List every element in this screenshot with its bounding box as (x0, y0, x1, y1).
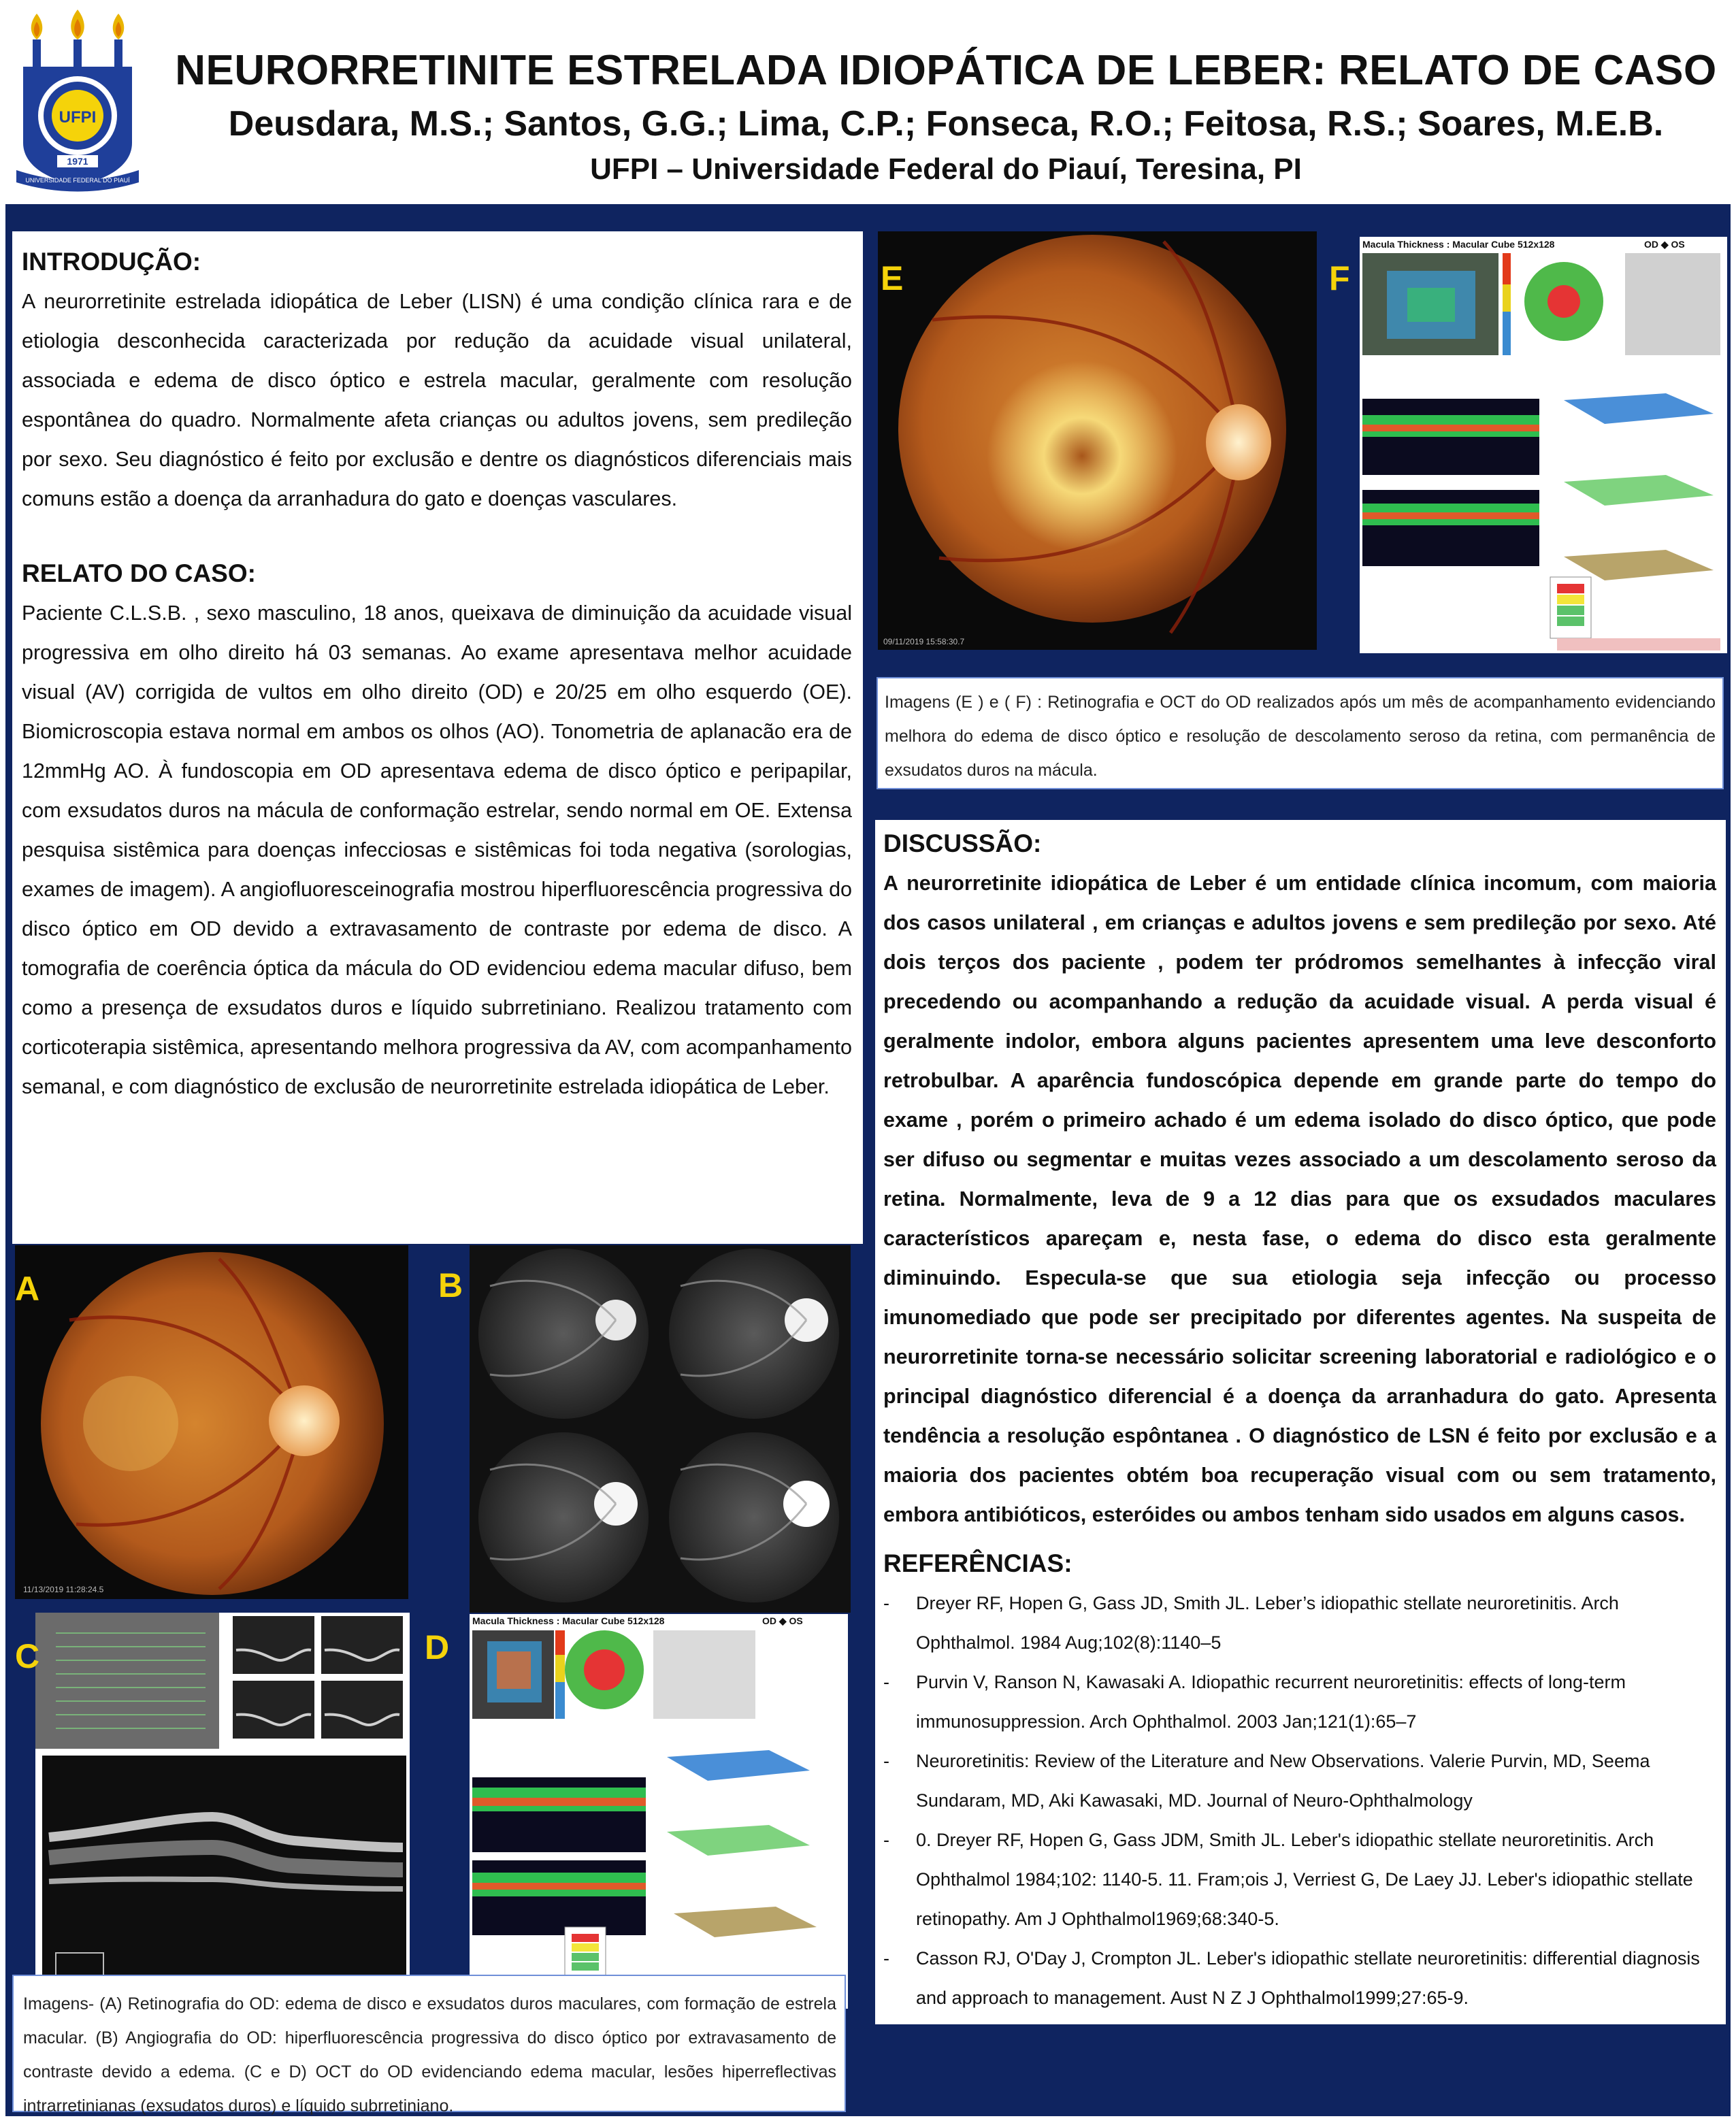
discussion-text: A neurorretinite idiopática de Leber é um entidade clínica incomum, com maioria dos casos unilateral , em crianças e adultos jovens e sem predileção por sexo. Até dois terços dos paciente , podem ter pródromos semelhantes à infecção viral precedendo ou acompanhando a redução da acuidade visual. A perda visual é geralmente indolor, embora alguns pacientes apresentem uma leve desconforto retrobulbar. A aparência fundoscópica depende em grande parte do tempo do exame , porém o primeiro achado é um edema isolado do disco óptico, que pode ser difuso ou segmentar e muitas vezes associado a um descolamento seroso da retina. Normalmente, leva de 9 a 12 dias para que os exsudados maculares característicos apareçam e, nesta fase, o edema do disco esta geralmente diminuindo. Especula-se que sua etiologia seja infecção ou processo imunomediado que pode ser precipitado por diferentes agentes. Na suspeita de neurorretinite torna-se necessário solicitar screening laboratorial e radiológico e o principal diagnóstico diferencial é a doença da arranhadura do gato. Apresenta tendência a resolução espôntanea . O diagnóstico de LSN é feito por exclusão e a maioria dos pacientes obtém boa recuperação visual com ou sem tratamento, embora antibióticos, esteróides ou ambos tenham sido usados em alguns casos. (883, 872, 1716, 1526)
reference-text: Purvin V, Ranson N, Kawasaki A. Idiopathic recurrent neuroretinitis: effects of long-term immunosuppression. Arch Ophthalmol. 2003 Jan;121(1):65–7 (916, 1672, 1626, 1732)
reference-item: - Neuroretinitis: Review of the Literature and New Observations. Valerie Purvin, MD, Seema Sundaram, MD, Aki Kawasaki, MD. Journal of Neuro-Ophthalmology (883, 1751, 1650, 1811)
logo-year: 1971 (67, 156, 88, 167)
figure-f-letter: F (1329, 259, 1350, 297)
figure-a-stamp: 11/13/2019 11:28:24.5 (23, 1585, 104, 1594)
right-caption-text: Imagens (E ) e ( F) : Retinografia e OCT do OD realizados após um mês de acompanhamento evidenciando melhora do edema de disco óptico e resolução de descolamento seroso da retina, com permanência de exsudatos duros na mácula. (885, 693, 1716, 780)
figure-a-fundus (15, 1245, 408, 1599)
case-heading: RELATO DO CASO: (22, 559, 256, 587)
reference-text: Dreyer RF, Hopen G, Gass JD, Smith JL. Leber’s idiopathic stellate neuroretinitis. Arch Ophthalmol. 1984 Aug;102(8):1140–5 (916, 1593, 1619, 1653)
reference-text: Neuroretinitis: Review of the Literature and New Observations. Valerie Purvin, MD, Seema Sundaram, MD, Aki Kawasaki, MD. Journal of Neuro-Ophthalmology (916, 1751, 1650, 1811)
poster-authors: Deusdara, M.S.; Santos, G.G.; Lima, C.P.; Fonseca, R.O.; Feitosa, R.S.; Soares, M.E.B. (228, 104, 1664, 144)
poster-body (5, 204, 1731, 2116)
left-caption-panel (12, 1975, 846, 2116)
figure-b-angiography (470, 1245, 851, 1613)
reference-item: - Dreyer RF, Hopen G, Gass JD, Smith JL. Leber’s idiopathic stellate neuroretinitis. Arch Ophthalmol. 1984 Aug;102(8):1140–5 (883, 1593, 1619, 1653)
figure-e-letter: E (881, 259, 904, 297)
intro-text: A neurorretinite estrelada idiopática de Leber (LISN) é uma condição clínica rara e de etiologia desconhecida caracterizada por redução da acuidade visual unilateral, associada e edema de disco óptico e estrela macular, geralmente com resolução espontânea do quadro. Normalmente afeta crianças ou adultos jovens, sem predileção por sexo. Seu diagnóstico é feito por exclusão e dentre os diagnósticos diferenciais mais comuns estão a doença da arranhadura do gato e doenças vasculares. (22, 290, 852, 510)
logo-ufpi-text: UFPI (59, 108, 97, 127)
figure-e-stamp: 09/11/2019 15:58:30.7 (883, 637, 965, 646)
logo-motto: UNIVERSIDADE FEDERAL DO PIAUÍ (25, 177, 130, 184)
left-caption-text: Imagens- (A) Retinografia do OD: edema de disco e exsudatos duros maculares, com formação de estrela macular. (B) Angiografia do OD: hiperfluorescência progressiva do disco óptico por extravasamento de contraste devido a edema. (C e D) OCT do OD evidenciando edema macular, lesões hiperreflectivas intrarretinianas (exsudatos duros) e líquido subrretiniano. (23, 1994, 836, 2116)
references-heading: REFERÊNCIAS: (883, 1549, 1072, 1577)
reference-text: 0. Dreyer RF, Hopen G, Gass JDM, Smith JL. Leber's idiopathic stellate neuroretinitis. Arch Ophthalmol 1984;102: 1140-5. 11. Fram;ois J, Verriest G, De Laey JJ. Leber's idiopathic stellate retinopathy. Am J Ophthalmol1969;68:340-5. (916, 1830, 1693, 1929)
figure-c-oct (35, 1613, 410, 2007)
reference-item: - Purvin V, Ranson N, Kawasaki A. Idiopathic recurrent neuroretinitis: effects of long-term immunosuppression. Arch Ophthalmol. 2003 Jan;121(1):65–7 (883, 1672, 1626, 1732)
reference-text: Casson RJ, O'Day J, Crompton JL. Leber's idiopathic stellate neuroretinitis: differential diagnosis and approach to management. Aust N Z J Ophthalmol1999;27:65-9. (916, 1948, 1700, 2008)
poster-header (0, 0, 1736, 204)
figure-d-title: Macula Thickness : Macular Cube 512x128 (472, 1615, 665, 1626)
case-text: Paciente C.L.S.B. , sexo masculino, 18 anos, queixava de diminuição da acuidade visual progressiva em olho direito há 03 semanas. Ao exame apresentava melhor acuidade visual (AV) corrigida de vultos em olho direito (OD) e 20/25 em olho esquerdo (OE). Biomicroscopia estava normal em ambos os olhos (AO). Tonometria de aplanacão era de 12mmHg AO. À fundoscopia em OD apresentava edema de disco óptico e peripapilar, com exsudatos duros na mácula de conformação estrelar, sendo normal em OE. Extensa pesquisa sistêmica para doenças infecciosas e sistêmicas foi toda negativa (sorologias, exames de imagem). A angiofluoresceinografia mostrou hiperfluorescência progressiva do disco óptico em OD devido a extravasamento de contraste por edema de disco. A tomografia de coerência óptica da mácula do OD evidenciou edema macular difuso, bem como a presença de exsudatos duros e líquido subrretiniano. Realizou tratamento com corticoterapia sistêmica, apresentando melhora progressiva da AV, com acompanhamento semanal, e com diagnóstico de exclusão de neurorretinite estrelada idiopática de Leber. (22, 602, 852, 1098)
figure-f-oct-thickness (1360, 237, 1727, 653)
ufpi-logo (10, 7, 146, 194)
discussion-references-panel (875, 820, 1726, 2024)
intro-heading: INTRODUÇÃO: (22, 248, 201, 276)
figure-d-oct-thickness (470, 1614, 848, 2009)
figure-e-fundus (878, 231, 1317, 650)
figure-c-letter: C (15, 1637, 40, 1675)
right-caption-panel (877, 677, 1724, 789)
figure-d-eye: OD ◆ OS (762, 1615, 803, 1626)
intro-case-panel (12, 231, 863, 1244)
figure-f-title: Macula Thickness : Macular Cube 512x128 (1362, 239, 1555, 250)
discussion-heading: DISCUSSÃO: (883, 829, 1042, 857)
poster-title: NEURORRETINITE ESTRELADA IDIOPÁTICA DE LEBER: RELATO DE CASO (175, 47, 1717, 94)
figure-b-letter: B (438, 1266, 463, 1304)
figure-a-letter: A (15, 1270, 40, 1308)
figure-d-letter: D (425, 1628, 450, 1666)
poster-affiliation: UFPI – Universidade Federal do Piauí, Teresina, PI (590, 152, 1302, 186)
reference-item: - Casson RJ, O'Day J, Crompton JL. Leber's idiopathic stellate neuroretinitis: differential diagnosis and approach to management. Aust N Z J Ophthalmol1999;27:65-9. (883, 1948, 1700, 2008)
figure-f-eye: OD ◆ OS (1644, 239, 1685, 250)
references-list (883, 1583, 1716, 2018)
reference-item: - 0. Dreyer RF, Hopen G, Gass JDM, Smith JL. Leber's idiopathic stellate neuroretinitis. Arch Ophthalmol 1984;102: 1140-5. 11. Fram;ois J, Verriest G, De Laey JJ. Leber's idiopathic stellate retinopathy. Am J Ophthalmol1969;68:340-5. (883, 1830, 1693, 1929)
